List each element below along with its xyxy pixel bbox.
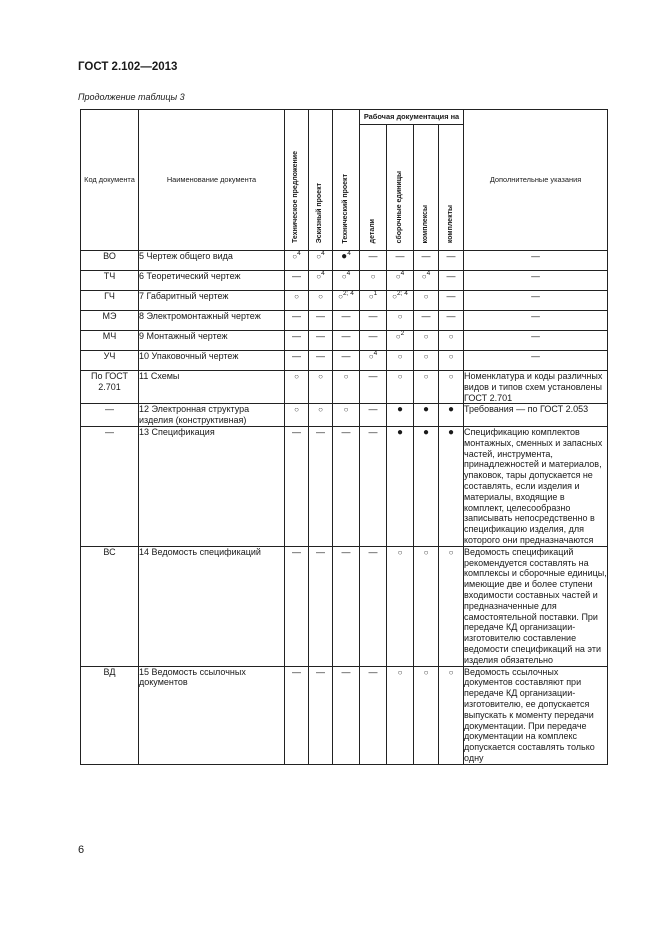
stage-mark [414, 311, 439, 331]
footnote-ref: 2; 4 [343, 290, 354, 297]
stage-mark [387, 331, 414, 351]
optional-circle-icon: ○ [397, 312, 403, 321]
stage-mark [360, 546, 387, 666]
doc-name: 7 Габаритный чертеж [139, 291, 285, 311]
stage-mark [360, 371, 387, 404]
footnote-ref: 4 [400, 270, 405, 277]
stage-mark [360, 404, 387, 427]
not-applicable-dash: — [316, 546, 325, 557]
optional-circle-icon: ○ [292, 252, 298, 261]
stage-mark [285, 311, 309, 331]
stage-mark [414, 426, 439, 546]
footnote-ref: 4 [373, 350, 378, 357]
optional-circle-icon: ○ [368, 292, 374, 301]
doc-code: ГЧ [81, 291, 139, 311]
optional-circle-icon: ○ [318, 372, 323, 381]
not-applicable-dash: — [292, 351, 301, 361]
not-applicable-dash: — [292, 271, 301, 281]
optional-circle-icon: ○ [421, 272, 427, 281]
stage-mark [309, 331, 333, 351]
doc-code: ВС [81, 546, 139, 666]
stage-mark [285, 426, 309, 546]
optional-circle-icon: ○ [294, 405, 299, 415]
stage-mark [414, 291, 439, 311]
stage-mark [360, 251, 387, 271]
page-number: 6 [78, 844, 85, 856]
stage-mark [285, 546, 309, 666]
stage-mark [285, 666, 309, 764]
stage-mark [387, 666, 414, 764]
optional-circle-icon: ○ [318, 292, 323, 301]
optional-circle-icon: ○ [392, 292, 397, 301]
stage-mark [309, 404, 333, 427]
stage-mark [439, 351, 464, 371]
not-applicable-dash: — [316, 311, 325, 321]
stage-mark [360, 666, 387, 764]
doc-name: 15 Ведомость ссылочных документов [139, 666, 285, 764]
doc-code: ТЧ [81, 271, 139, 291]
mandatory-dot-icon: ● [396, 426, 404, 438]
not-applicable-dash: — [341, 426, 351, 437]
stage-mark [360, 331, 387, 351]
table-row [81, 271, 608, 291]
optional-circle-icon: ○ [448, 332, 454, 341]
stage-mark [309, 426, 333, 546]
stage-mark [333, 251, 360, 271]
table-row [81, 331, 608, 351]
doc-note: — [464, 351, 608, 371]
stage-mark [414, 271, 439, 291]
stage-mark [387, 311, 414, 331]
mandatory-dot-icon: ● [396, 404, 404, 416]
optional-circle-icon: ○ [448, 352, 454, 361]
stage-mark [360, 291, 387, 311]
doc-note: — [464, 271, 608, 291]
stage-mark [439, 426, 464, 546]
not-applicable-dash: — [292, 546, 301, 557]
stage-mark [439, 371, 464, 404]
stage-mark [309, 271, 333, 291]
stage-mark [439, 331, 464, 351]
stage-mark [439, 271, 464, 291]
not-applicable-dash: — [292, 666, 301, 677]
header-complexes: комплексы [414, 125, 439, 251]
header-kits: комплекты [439, 125, 464, 251]
optional-circle-icon: ○ [343, 372, 349, 381]
table-row [81, 311, 608, 331]
optional-circle-icon: ○ [448, 547, 454, 557]
optional-circle-icon: ○ [294, 372, 299, 381]
stage-mark [309, 311, 333, 331]
table-row [81, 371, 608, 404]
doc-code: МЭ [81, 311, 139, 331]
stage-mark [439, 546, 464, 666]
stage-mark [333, 351, 360, 371]
table-row [81, 251, 608, 271]
footnote-ref: 4 [321, 250, 325, 257]
stage-mark [439, 404, 464, 427]
optional-circle-icon: ○ [368, 352, 374, 361]
not-applicable-dash: — [292, 311, 301, 321]
doc-note: Номенклатура и коды различных видов и типов схем установлены ГОСТ 2.701 [464, 371, 608, 404]
not-applicable-dash: — [316, 351, 325, 361]
stage-mark [387, 251, 414, 271]
stage-mark [414, 371, 439, 404]
not-applicable-dash: — [368, 371, 378, 381]
doc-code: — [81, 404, 139, 427]
stage-mark [387, 351, 414, 371]
mandatory-dot-icon: ● [422, 404, 430, 416]
stage-mark [387, 291, 414, 311]
doc-note: Требования — по ГОСТ 2.053 [464, 404, 608, 427]
stage-mark [414, 331, 439, 351]
not-applicable-dash: — [316, 331, 325, 341]
table-row [81, 351, 608, 371]
doc-note: — [464, 331, 608, 351]
mandatory-dot-icon: ● [447, 426, 455, 438]
not-applicable-dash: — [292, 426, 301, 437]
optional-circle-icon: ○ [423, 332, 429, 341]
header-details: детали [360, 125, 387, 251]
doc-name: 9 Монтажный чертеж [139, 331, 285, 351]
optional-circle-icon: ○ [395, 332, 401, 341]
doc-code: ВО [81, 251, 139, 271]
doc-name: 6 Теоретический чертеж [139, 271, 285, 291]
stage-mark [333, 404, 360, 427]
stage-mark [387, 426, 414, 546]
stage-mark [285, 371, 309, 404]
stage-mark [360, 426, 387, 546]
doc-note: Ведомость спецификаций рекомендуется составлять на комплексы и сборочные единицы, имеющие две и более ступени входимости составных частей и предназначенные для самостоятельной поставки. При передаче КД организации-изготовителю составление ведомости спецификаций на эти изделия обязательно [464, 546, 607, 665]
header-assembly-units: сборочные единицы [387, 125, 414, 251]
table-row [81, 666, 608, 764]
stage-mark [414, 666, 439, 764]
not-applicable-dash: — [368, 666, 378, 677]
header-sketch-project: Эскизный проект [309, 110, 333, 251]
doc-name: 5 Чертеж общего вида [139, 251, 285, 271]
doc-name: 13 Спецификация [139, 426, 285, 546]
stage-mark [414, 351, 439, 371]
stage-mark [285, 331, 309, 351]
footnote-ref: 2; 4 [397, 290, 408, 297]
not-applicable-dash: — [368, 251, 378, 261]
doc-code: — [81, 426, 139, 546]
stage-mark [309, 251, 333, 271]
doc-name: 8 Электромонтажный чертеж [139, 311, 285, 331]
not-applicable-dash: — [368, 311, 378, 321]
optional-circle-icon: ○ [448, 372, 454, 381]
stage-mark [285, 251, 309, 271]
table-row [81, 291, 608, 311]
header-name: Наименование документа [139, 110, 285, 251]
stage-mark [414, 404, 439, 427]
stage-mark [333, 311, 360, 331]
stage-mark [285, 351, 309, 371]
table-row [81, 404, 608, 427]
not-applicable-dash: — [446, 311, 456, 321]
header-work-docs: Рабочая документация на [360, 110, 464, 125]
doc-note: — [464, 291, 608, 311]
mandatory-dot-icon: ● [341, 251, 348, 262]
not-applicable-dash: — [292, 331, 301, 341]
optional-circle-icon: ○ [318, 405, 323, 415]
stage-mark [285, 291, 309, 311]
stage-mark [333, 371, 360, 404]
stage-mark [309, 291, 333, 311]
optional-circle-icon: ○ [343, 405, 349, 415]
optional-circle-icon: ○ [341, 272, 347, 281]
header-code: Код документа [81, 110, 139, 251]
document-id: ГОСТ 2.102—2013 [78, 61, 178, 73]
stage-mark [360, 351, 387, 371]
not-applicable-dash: — [446, 291, 456, 301]
stage-mark [387, 546, 414, 666]
stage-mark [309, 666, 333, 764]
stage-mark [333, 546, 360, 666]
doc-name: 10 Упаковочный чертеж [139, 351, 285, 371]
not-applicable-dash: — [341, 666, 351, 677]
footnote-ref: 2 [400, 330, 405, 337]
mandatory-dot-icon: ● [422, 426, 430, 438]
stage-mark [387, 371, 414, 404]
stage-mark [333, 666, 360, 764]
footnote-ref: 4 [346, 270, 351, 277]
optional-circle-icon: ○ [395, 272, 401, 281]
stage-mark [309, 351, 333, 371]
not-applicable-dash: — [341, 546, 351, 557]
optional-circle-icon: ○ [423, 352, 429, 361]
doc-note: — [464, 311, 608, 331]
footnote-ref: 4 [426, 270, 431, 277]
not-applicable-dash: — [341, 331, 351, 341]
header-tech-project: Технический проект [333, 110, 360, 251]
not-applicable-dash: — [368, 331, 378, 341]
footnote-ref: 4 [321, 270, 325, 277]
optional-circle-icon: ○ [294, 292, 299, 301]
header-tech-proposal: Техническое предложение [285, 110, 309, 251]
optional-circle-icon: ○ [370, 272, 376, 281]
stage-mark [439, 251, 464, 271]
stage-mark [387, 404, 414, 427]
not-applicable-dash: — [341, 311, 351, 321]
doc-name: 11 Схемы [139, 371, 285, 404]
optional-circle-icon: ○ [423, 667, 429, 677]
doc-code: ВД [81, 666, 139, 764]
table-caption: Продолжение таблицы 3 [78, 92, 185, 102]
table-row [81, 546, 608, 666]
not-applicable-dash: — [368, 546, 378, 557]
optional-circle-icon: ○ [397, 352, 403, 361]
table-row [81, 426, 608, 546]
documents-table [80, 109, 608, 765]
optional-circle-icon: ○ [448, 667, 454, 677]
not-applicable-dash: — [341, 351, 351, 361]
stage-mark [333, 426, 360, 546]
stage-mark [439, 291, 464, 311]
optional-circle-icon: ○ [338, 292, 343, 301]
doc-code: МЧ [81, 331, 139, 351]
stage-mark [360, 271, 387, 291]
not-applicable-dash: — [421, 251, 431, 261]
doc-name: 14 Ведомость спецификаций [139, 546, 285, 666]
stage-mark [360, 311, 387, 331]
optional-circle-icon: ○ [423, 547, 429, 557]
doc-note: Спецификацию комплектов монтажных, сменных и запасных частей, инструмента, принадлежностей и материалов, упаковок, тары допускается не составлять, если изделия и материалы, входящие в комплект, целесообразно записывать непосредственно в спецификацию изделия, для которого они предназначаются [464, 426, 608, 546]
optional-circle-icon: ○ [423, 372, 429, 381]
not-applicable-dash: — [395, 251, 405, 261]
stage-mark [285, 404, 309, 427]
not-applicable-dash: — [368, 426, 378, 437]
stage-mark [309, 371, 333, 404]
optional-circle-icon: ○ [397, 667, 403, 677]
optional-circle-icon: ○ [397, 547, 403, 557]
optional-circle-icon: ○ [316, 272, 322, 281]
stage-mark [439, 666, 464, 764]
optional-circle-icon: ○ [316, 252, 322, 261]
doc-code: УЧ [81, 351, 139, 371]
stage-mark [414, 251, 439, 271]
not-applicable-dash: — [368, 404, 378, 415]
not-applicable-dash: — [446, 271, 456, 281]
not-applicable-dash: — [446, 251, 456, 261]
optional-circle-icon: ○ [423, 292, 429, 301]
stage-mark [333, 331, 360, 351]
not-applicable-dash: — [316, 666, 325, 677]
doc-name: 12 Электронная структура изделия (конструктивная) [139, 404, 285, 427]
stage-mark [333, 271, 360, 291]
stage-mark [309, 546, 333, 666]
stage-mark [285, 271, 309, 291]
header-notes: Дополнительные указания [464, 110, 608, 251]
footnote-ref: 4 [297, 250, 301, 257]
not-applicable-dash: — [316, 426, 325, 437]
footnote-ref: 4 [347, 250, 351, 257]
stage-mark [333, 291, 360, 311]
mandatory-dot-icon: ● [447, 404, 455, 416]
doc-code: По ГОСТ 2.701 [81, 371, 139, 404]
stage-mark [414, 546, 439, 666]
footnote-ref: 1 [373, 290, 378, 297]
optional-circle-icon: ○ [397, 372, 403, 381]
doc-note: Ведомость ссылочных документов составляют при передаче КД организации-изготовителю, ее допускается выпускать к моменту передачи документации. При передаче документации на комплекс допускается составлять только одну [464, 666, 608, 764]
not-applicable-dash: — [421, 311, 431, 321]
doc-note: — [464, 251, 608, 271]
stage-mark [439, 311, 464, 331]
stage-mark [387, 271, 414, 291]
